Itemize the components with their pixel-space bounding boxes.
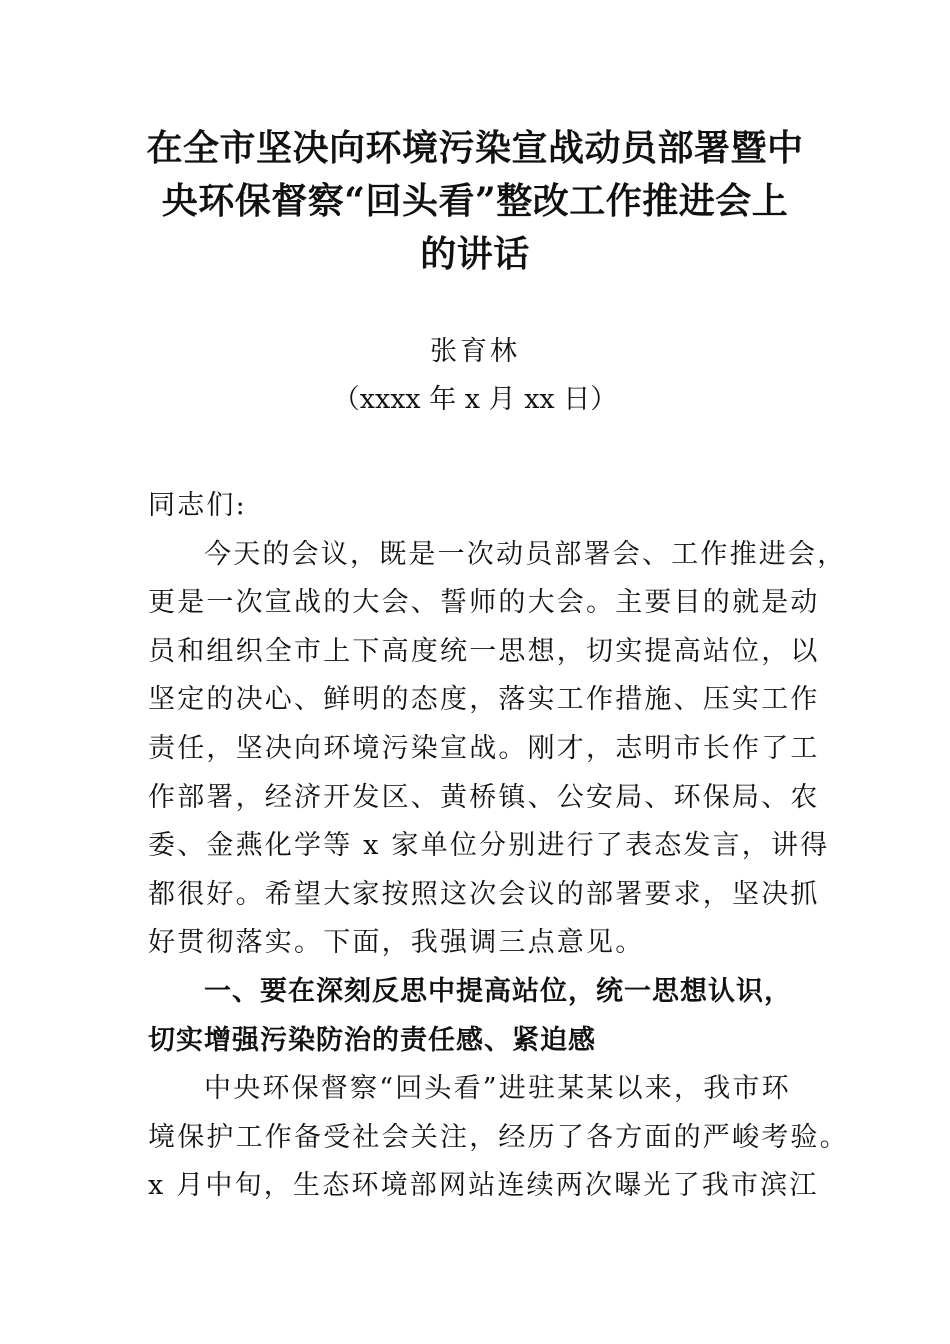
paragraph-line: 委、金燕化学等 x 家单位分别进行了表态发言，讲得 (148, 830, 830, 862)
speech-date: （xxxx 年 x 月 xx 日） (332, 384, 618, 415)
heading-line: 一、要在深刻反思中提高站位，统一思想认识， (204, 975, 792, 1007)
paragraph-line: 更是一次宣战的大会、誓师的大会。主要目的就是动 (148, 587, 820, 619)
paragraph-line: x 月中旬，生态环境部网站连续两次曝光了我市滨江 (148, 1170, 819, 1202)
paragraph-line: 好贯彻落实。下面，我强调三点意见。 (148, 927, 645, 959)
paragraph-line: 作部署，经济开发区、黄桥镇、公安局、环保局、农 (148, 781, 820, 813)
paragraph-line: 都很好。希望大家按照这次会议的部署要求，坚决抓 (148, 878, 820, 910)
author-name: 张育林 (430, 336, 520, 367)
title-line: 在全市坚决向环境污染宣战动员部署暨中 (146, 127, 804, 169)
salutation: 同志们: (148, 490, 247, 521)
section-heading-1 (148, 968, 818, 1065)
paragraph-line: 境保护工作备受社会关注，经历了各方面的严峻考验。 (148, 1121, 849, 1153)
title-line: 的讲话 (420, 233, 530, 275)
document-title (140, 122, 810, 281)
document-body (148, 482, 849, 1211)
title-line: 央环保督察“回头看”整改工作推进会上 (161, 180, 789, 222)
paragraph-1 (148, 531, 847, 968)
paragraph-line: 今天的会议，既是一次动员部署会、工作推进会， (204, 538, 847, 570)
paragraph-line: 员和组织全市上下高度统一思想，切实提高站位，以 (148, 635, 820, 667)
paragraph-line: 责任，坚决向环境污染宣战。刚才，志明市长作了工 (148, 732, 820, 764)
paragraph-line: 坚定的决心、鲜明的态度，落实工作措施、压实工作 (148, 684, 820, 716)
paragraph-line: 中央环保督察“回头看”进驻某某以来，我市环 (204, 1073, 791, 1105)
heading-line: 切实增强污染防治的责任感、紧迫感 (148, 1024, 596, 1056)
paragraph-2 (148, 1065, 849, 1211)
